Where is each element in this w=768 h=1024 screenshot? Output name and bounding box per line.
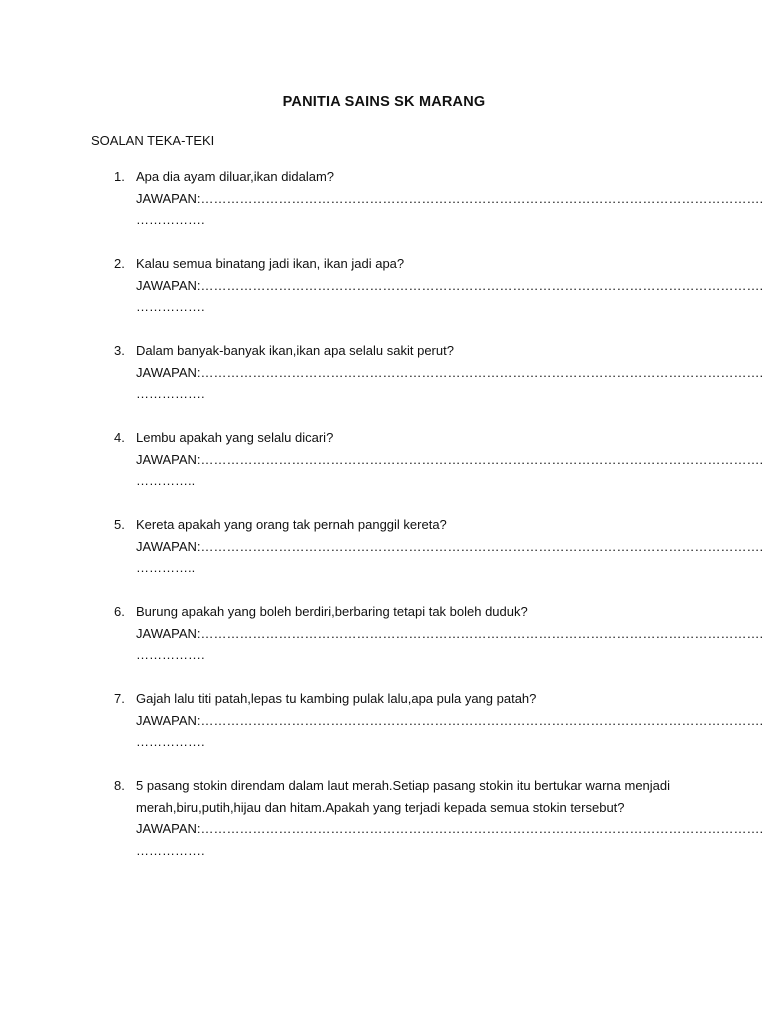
question-4 [114, 427, 764, 492]
answer-line-continuation: ……………. [136, 842, 205, 858]
answer-line: JAWAPAN:…………………………………………………………………………………………………………………. [136, 538, 764, 554]
question-1 [114, 166, 764, 231]
answer-line: JAWAPAN:…………………………………………………………………………………………………………………. [136, 451, 764, 467]
answer-line-continuation: ……………. [136, 734, 205, 749]
question-text: Gajah lalu titi patah,lepas tu kambing pulak lalu,apa pula yang patah? [136, 691, 537, 706]
section-heading: SOALAN TEKA-TEKI [91, 133, 215, 148]
question-text: 5 pasang stokin direndam dalam laut merah.Setiap pasang stokin itu bertukar warna menjadi merah,biru,putih,hijau dan hitam.Apakah yang terjadi kepada semua stokin tersebut? [136, 778, 671, 815]
question-text: Dalam banyak-banyak ikan,ikan apa selalu sakit perut? [136, 343, 454, 358]
answer-line: JAWAPAN:…………………………………………………………………………………………………………………. [136, 277, 764, 293]
answer-line-continuation: ……………. [136, 299, 205, 314]
page-title: PANITIA SAINS SK MARANG [282, 94, 486, 110]
question-7 [114, 688, 764, 753]
answer-line-continuation: ………….. [136, 560, 196, 575]
question-number: 7. [114, 691, 125, 706]
question-number: 2. [114, 256, 125, 271]
question-3 [114, 340, 764, 405]
answer-line-continuation: ……………. [136, 647, 205, 662]
question-number: 4. [114, 430, 125, 445]
question-5 [114, 514, 764, 579]
question-8 [114, 775, 764, 861]
answer-line-continuation: ……………. [136, 212, 205, 227]
question-text: Burung apakah yang boleh berdiri,berbaring tetapi tak boleh duduk? [136, 604, 528, 619]
answer-line: JAWAPAN:…………………………………………………………………………………………………………………. [136, 821, 764, 836]
question-text: Kalau semua binatang jadi ikan, ikan jadi apa? [136, 256, 405, 271]
answer-line: JAWAPAN:…………………………………………………………………………………………………………………. [136, 625, 764, 641]
question-number: 5. [114, 517, 125, 532]
answer-line: JAWAPAN:…………………………………………………………………………………………………………………. [136, 190, 764, 206]
answer-line-continuation: ……………. [136, 386, 205, 401]
answer-line: JAWAPAN:…………………………………………………………………………………………………………………. [136, 712, 764, 728]
question-number: 3. [114, 343, 125, 358]
question-2 [114, 253, 764, 318]
question-number: 1. [114, 169, 125, 184]
question-6 [114, 601, 764, 666]
answer-line-continuation: ………….. [136, 473, 196, 488]
question-text: Apa dia ayam diluar,ikan didalam? [136, 169, 335, 184]
question-number: 6. [114, 604, 125, 619]
question-text: Kereta apakah yang orang tak pernah panggil kereta? [136, 517, 447, 532]
question-number: 8. [114, 778, 125, 793]
question-text: Lembu apakah yang selalu dicari? [136, 430, 334, 445]
answer-line: JAWAPAN:…………………………………………………………………………………………………………………. [136, 364, 764, 380]
